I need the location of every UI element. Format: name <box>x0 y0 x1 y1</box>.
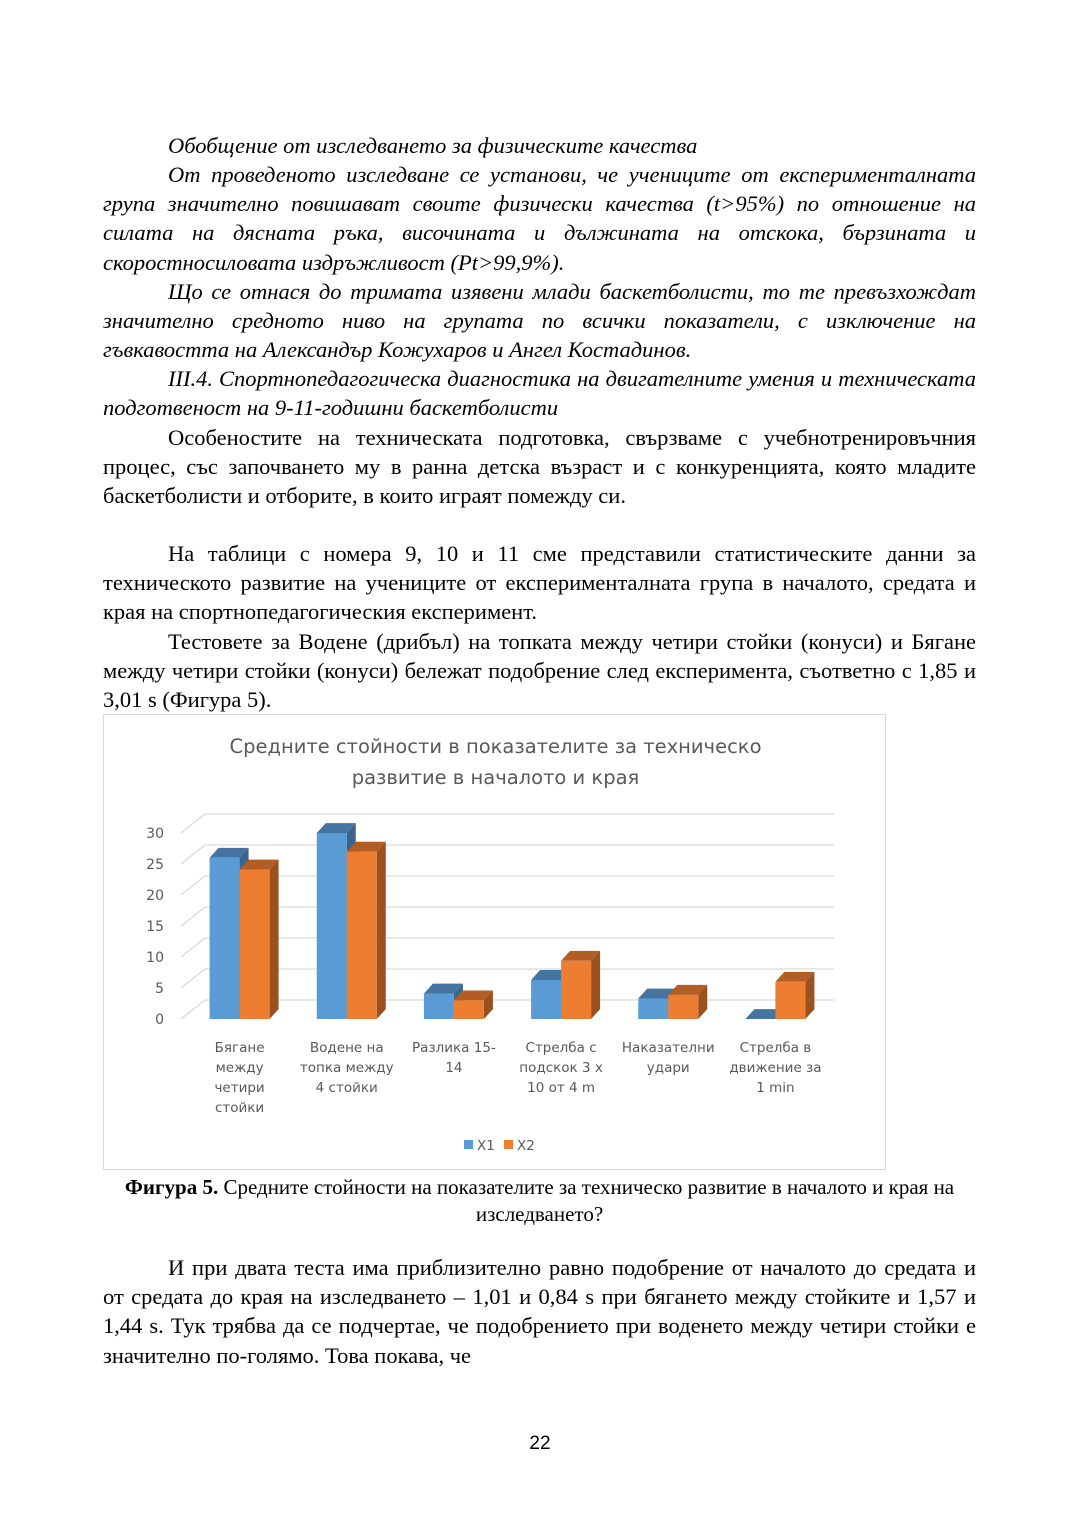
x-tick-label: Бягане <box>214 1040 265 1056</box>
figure-chart <box>103 714 886 1170</box>
y-tick-label: 30 <box>146 826 164 842</box>
x-tick-label: Водене на <box>309 1040 384 1056</box>
bar-X2 <box>240 870 270 1019</box>
bar-side-X2 <box>270 860 279 1019</box>
paragraph: От проведеното изследване се установи, че учениците от експерименталната група значително повишават своите физически качества (t>95%) по отношение на силата на дясната ръка, височината и дължината на отскока, бързината и скоростносиловата издръжливост (Pt>99,9%). <box>103 162 976 275</box>
bar-X1 <box>210 858 240 1019</box>
x-tick-label: 4 стойки <box>315 1080 378 1096</box>
bar-side-X2 <box>377 842 386 1019</box>
chart-title-line: развитие в началото и края <box>351 766 640 789</box>
y-tick-label: 0 <box>155 1012 164 1028</box>
x-tick-label: Стрелба с <box>525 1040 597 1056</box>
bar-X2 <box>561 961 591 1019</box>
paragraph: Що се отнася до тримата изявени млади баскетболисти, то те превъзхождат значително средното ниво на групата по всички показатели, с изключение на гъвкавостта на Александър Кожухаров и Ангел Костадинов. <box>103 279 976 363</box>
gridline-diagonal <box>181 969 205 988</box>
bar-side-X2 <box>591 951 600 1019</box>
y-tick-label: 10 <box>146 950 164 966</box>
y-tick-label: 15 <box>146 919 164 935</box>
gridline-diagonal <box>181 938 205 957</box>
x-tick-label: 1 min <box>756 1080 795 1096</box>
x-tick-label: 10 от 4 m <box>527 1080 596 1096</box>
bar-X1 <box>531 980 561 1019</box>
bar-X1 <box>638 999 668 1019</box>
x-tick-label: четири <box>214 1080 265 1096</box>
x-tick-label: 14 <box>445 1060 463 1076</box>
bar-X1 <box>424 994 454 1019</box>
subsection-heading: III.4. Спортнопедагогическа диагностика на двигателните умения и техническата подготвеност на 9-11-годишни баскетболисти <box>103 366 976 421</box>
bar-X1 <box>317 833 347 1019</box>
legend-label: X2 <box>517 1138 535 1154</box>
legend-swatch-X1 <box>464 1140 473 1149</box>
x-tick-label: Разлика 15- <box>412 1040 496 1056</box>
x-tick-label: движение за <box>729 1060 822 1076</box>
caption-text: Средните стойности на показателите за техническо развитие в началото и края на изследването? <box>218 1175 955 1226</box>
x-tick-label: Стрелба в <box>739 1040 812 1056</box>
legend-swatch-X2 <box>504 1140 513 1149</box>
bar-X2 <box>775 982 805 1019</box>
y-tick-label: 20 <box>146 888 164 904</box>
gridline-diagonal <box>181 876 205 895</box>
x-tick-label: подскок 3 х <box>519 1060 603 1076</box>
paragraph: На таблици с номера 9, 10 и 11 сме представили статистическите данни за техническото развитие на учениците от експерименталната група в началото, средата и края на спортнопедагогическия експеримент. <box>103 541 976 625</box>
bar-X2 <box>454 1000 484 1019</box>
paragraph: Особеностите на техническата подготовка, свързваме с учебнотренировъчния процес, със започването му в ранна детска възраст и с конкуренцията, която младите баскетболисти и отборите, в които играят помежду си. <box>103 425 976 509</box>
gridline-diagonal <box>181 845 205 864</box>
paragraph: Тестовете за Водене (дрибъл) на топката между четири стойки (конуси) и Бягане между четири стойки (конуси) бележат подобрение след експеримента, съответно с 1,85 и 3,01 s (Фигура 5). <box>103 629 976 713</box>
x-tick-label: топка между <box>299 1060 394 1076</box>
section-heading: Обобщение от изследването за физическите качества <box>168 133 698 158</box>
x-tick-label: между <box>215 1060 264 1076</box>
caption-label: Фигура 5. <box>124 1175 219 1199</box>
chart-plot <box>104 715 887 1171</box>
legend-label: X1 <box>477 1138 495 1154</box>
gridline-diagonal <box>181 907 205 926</box>
page-number: 22 <box>529 1433 551 1454</box>
y-tick-label: 25 <box>146 857 164 873</box>
x-tick-label: удари <box>646 1060 690 1076</box>
gridline-diagonal <box>181 814 205 833</box>
figure-caption <box>103 1174 976 1228</box>
chart-title-line: Средните стойности в показателите за техническо <box>229 735 762 758</box>
x-tick-label: стойки <box>214 1100 265 1116</box>
bar-X2 <box>347 852 377 1019</box>
bar-X2 <box>668 995 698 1019</box>
x-tick-label: Наказателни <box>621 1040 715 1056</box>
paragraph: И при двата теста има приблизително равно подобрение от началото до средата и от средата до края на изследването – 1,01 и 0,84 s при бягането между стойките и 1,57 и 1,44 s. Тук трябва да се подчертае, че подобрението при воденето между четири стойки е значително по-голямо. Това покава, че <box>103 1255 976 1368</box>
y-tick-label: 5 <box>155 981 164 997</box>
gridline-diagonal <box>181 1000 205 1019</box>
